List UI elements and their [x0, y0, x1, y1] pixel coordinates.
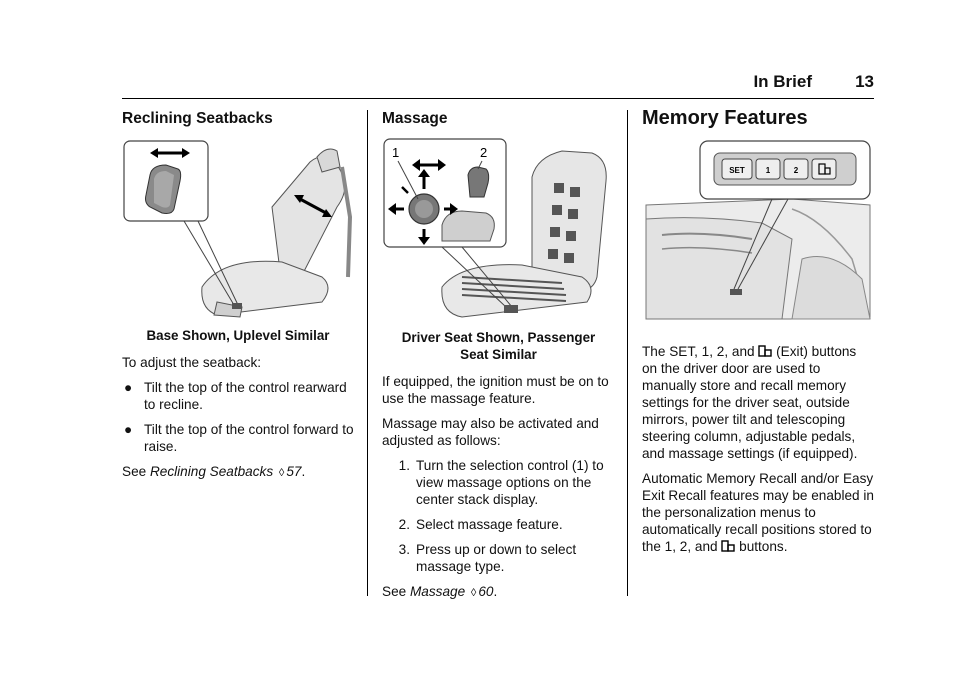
page-number: 13 — [855, 72, 874, 91]
ordered-list — [382, 457, 615, 575]
page-ref-icon: ◊ — [470, 587, 477, 599]
see-page[interactable]: 57 — [286, 464, 302, 479]
bullet-item — [122, 421, 354, 455]
massage-illustration-svg — [382, 137, 614, 323]
paragraph: If equipped, the ignition must be on to use the massage feature. — [382, 374, 609, 406]
see-suffix: . — [301, 464, 306, 479]
list-text: Turn the selection control (1) to view massage options on the center stack display. — [416, 458, 604, 507]
heading-reclining-seatbacks: Reclining Seatbacks — [122, 110, 273, 127]
column-massage — [382, 110, 615, 610]
column-divider-2 — [627, 110, 628, 596]
exit-icon — [758, 345, 772, 357]
see-reference — [382, 583, 615, 602]
see-prefix: See — [382, 584, 410, 599]
see-ref-link[interactable]: Reclining Seatbacks — [149, 464, 274, 479]
text-run: The SET, 1, 2, and — [642, 344, 759, 359]
list-item — [382, 516, 615, 533]
seat-illustration-svg — [122, 137, 354, 321]
callout-number-2: 2 — [480, 145, 488, 160]
bullet-dot: ● — [124, 380, 133, 395]
see-reference — [122, 463, 354, 482]
paragraph — [642, 343, 874, 462]
illustration-reclining-seat — [122, 137, 354, 321]
bullet-text: Tilt the top of the control rearward to recline. — [144, 380, 347, 412]
column-reclining-seatbacks — [122, 110, 354, 490]
running-header — [122, 72, 874, 92]
paragraph — [642, 470, 874, 555]
paragraph: Massage may also be activated and adjusted as follows: — [382, 416, 599, 448]
illustration-massage-seat — [382, 137, 614, 323]
page-ref-icon: ◊ — [278, 467, 285, 479]
text-run: buttons. — [735, 539, 788, 554]
figure-caption-massage — [382, 329, 615, 363]
memory-set-button: SET — [729, 166, 745, 175]
column-divider-1 — [367, 110, 368, 596]
memory-button-1: 1 — [765, 166, 771, 175]
memory-button-2: 2 — [793, 166, 799, 175]
see-page[interactable]: 60 — [478, 584, 494, 599]
list-item — [382, 457, 615, 508]
bullet-dot: ● — [124, 422, 133, 437]
see-prefix: See — [122, 464, 150, 479]
door-illustration-svg — [642, 139, 874, 329]
text-run: (Exit) buttons on the driver door are used to manually store and recall memory settings for the driver seat, outside mirrors, power tilt and telescoping steering column, adjustable pedals, and massage settings (if equipped). — [642, 344, 858, 461]
callout-number-1: 1 — [392, 145, 400, 160]
caption-line: Driver Seat Shown, Passenger — [401, 330, 596, 345]
bullet-item — [122, 379, 354, 413]
list-item — [382, 541, 615, 575]
heading-massage: Massage — [382, 110, 448, 127]
header-rule — [122, 98, 874, 99]
caption-line: Seat Similar — [460, 347, 537, 362]
figure-caption-reclining: Base Shown, Uplevel Similar — [146, 328, 330, 343]
list-number: 2. — [398, 517, 410, 532]
text-run: Automatic Memory Recall and/or Easy Exit Recall features may be enabled in the personalization menus to automatically recall positions stored to the 1, 2, and — [642, 471, 874, 554]
list-text: Press up or down to select massage type. — [416, 542, 577, 574]
illustration-memory-buttons — [642, 139, 874, 329]
intro-text: To adjust the seatback: — [122, 355, 262, 370]
heading-memory-features: Memory Features — [642, 107, 808, 129]
header-section-title: In Brief — [753, 72, 812, 91]
column-memory-features — [642, 107, 874, 563]
list-number: 3. — [398, 542, 410, 557]
bullet-text: Tilt the top of the control forward to raise. — [144, 422, 354, 454]
list-number: 1. — [398, 458, 410, 473]
list-text: Select massage feature. — [416, 517, 563, 532]
see-suffix: . — [493, 584, 498, 599]
exit-icon — [721, 540, 735, 552]
see-ref-link[interactable]: Massage — [409, 584, 466, 599]
